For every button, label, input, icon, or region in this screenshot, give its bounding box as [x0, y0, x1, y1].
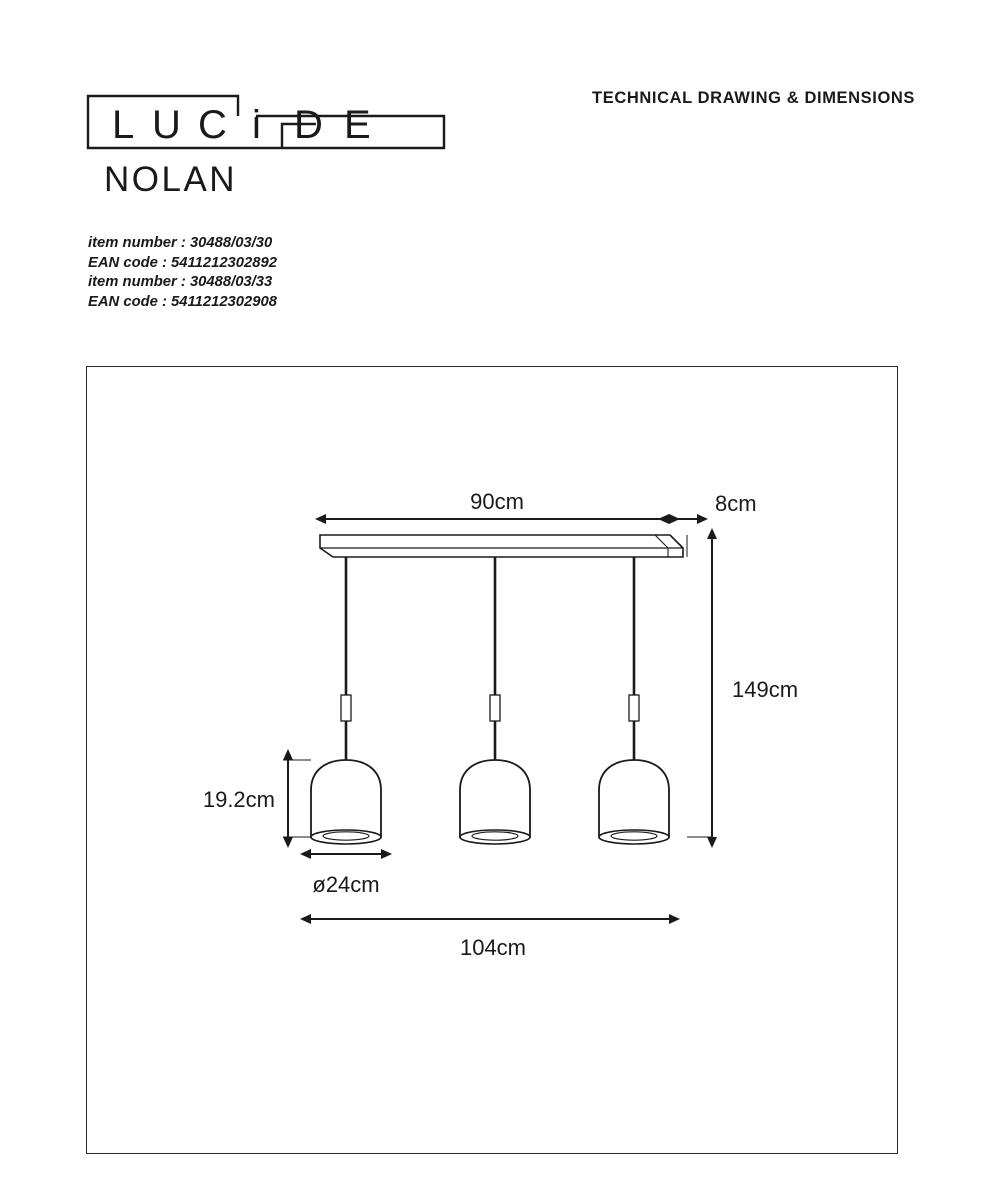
dimension-shade-diameter-label: ø24cm [312, 872, 380, 897]
lucide-logo [86, 94, 446, 150]
technical-drawing-frame [86, 366, 898, 1154]
page-header [0, 0, 999, 340]
ceiling-bar [320, 535, 683, 557]
dimension-depth [669, 491, 757, 519]
dimension-shade-diameter [311, 854, 381, 897]
pendant-lamp-middle [460, 557, 530, 844]
product-name: NOLAN [104, 160, 238, 199]
lucide-logo-svg [86, 94, 446, 150]
technical-drawing-svg [87, 367, 897, 1153]
ean-code-1: EAN code : 5411212302892 [88, 254, 277, 271]
dimension-height-total-label: 149cm [732, 677, 799, 702]
pendant-lamp-left [311, 557, 381, 844]
ean-code-2: EAN code : 5411212302908 [88, 293, 277, 310]
pendant-lamp-right [599, 557, 669, 844]
svg-text:U: U [152, 103, 185, 147]
svg-text:E: E [344, 103, 375, 147]
item-number-1: item number : 30488/03/30 [88, 235, 273, 251]
technical-drawing-title: TECHNICAL DRAWING & DIMENSIONS [592, 89, 915, 107]
svg-text:C: C [198, 103, 231, 147]
svg-text:L: L [112, 103, 139, 147]
dimension-width-total-label: 104cm [459, 935, 527, 960]
dimension-shade-height-label: 19.2cm [202, 787, 275, 812]
dimension-shade-height [203, 760, 311, 837]
svg-text:i: i [252, 103, 265, 147]
dimension-width-total [311, 919, 669, 960]
item-number-2: item number : 30488/03/33 [88, 274, 273, 290]
dimension-width-top [326, 489, 669, 519]
dimension-width-top-label: 90cm [470, 489, 524, 514]
svg-text:D: D [294, 103, 327, 147]
dimension-height-total [687, 535, 798, 837]
product-meta [88, 234, 277, 312]
dimension-depth-label: 8cm [715, 491, 757, 516]
